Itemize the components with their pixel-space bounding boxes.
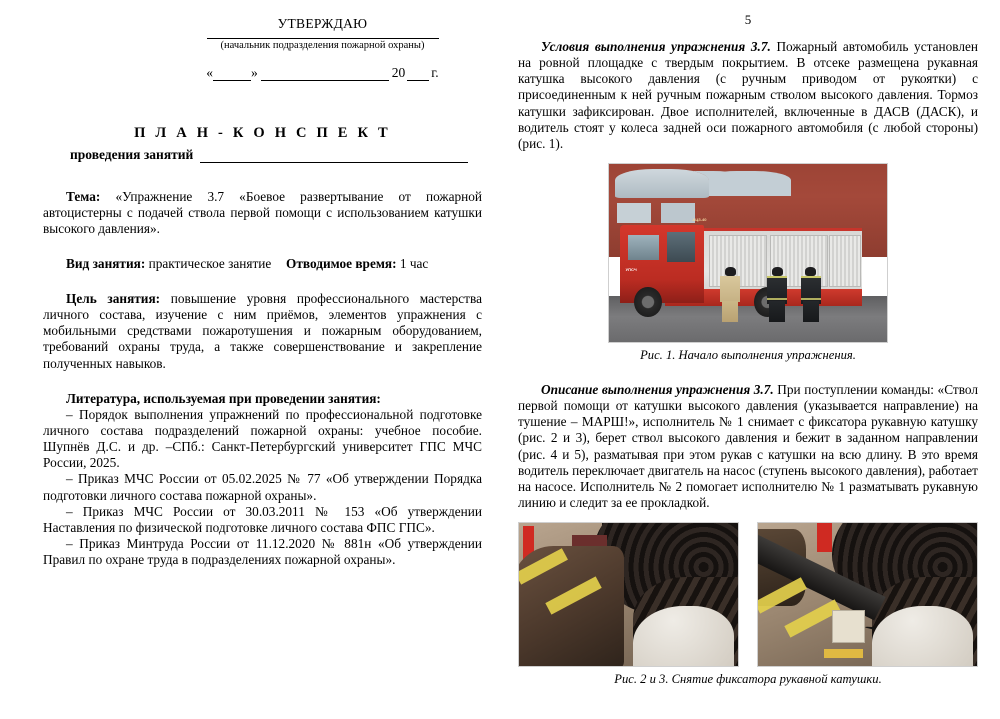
page-subtitle-row bbox=[43, 147, 482, 163]
goal-paragraph bbox=[43, 291, 482, 372]
theme-text: «Упражнение 3.7 «Боевое развертывание от пожарной автоцистерны с подачей ствола первой помощи с использованием катушки высокого давления». bbox=[43, 188, 483, 236]
reel-drum bbox=[633, 606, 734, 667]
description-label: Описание выполнения упражнения 3.7. bbox=[541, 381, 774, 397]
truck-side-window bbox=[667, 232, 695, 262]
lesson-type-value: практическое занятие bbox=[148, 255, 272, 271]
right-page-column bbox=[500, 0, 1000, 719]
figure-1 bbox=[518, 163, 978, 363]
lesson-type-cell bbox=[43, 256, 286, 272]
literature-item: – Порядок выполнения упражнений по профессиональной подготовке личного состава подразделений пожарной охраны: учебное пособие. Шупнёв Д.С. и др. –СПб.: Санкт-Петербургский университет ГПС МЧС России, 2025. bbox=[43, 406, 482, 471]
literature-heading bbox=[43, 391, 482, 407]
literature-item: – Приказ МЧС России от 30.03.2011 № 153 «Об утверждении Наставления по физической подготовке личного состава ФПС ГПС». bbox=[43, 503, 482, 535]
legs bbox=[722, 301, 738, 322]
building-window-arch bbox=[615, 169, 710, 197]
date-day-blank bbox=[213, 67, 251, 81]
description-paragraph bbox=[518, 382, 978, 511]
legs bbox=[769, 301, 785, 322]
reel-latch-box bbox=[832, 610, 865, 643]
goal-text: повышение уровня профессионального мастерства личного состава, изучение с ним приёмов, элементов упражнения с мобильными средствами пожаротушения и пожарным оборудованием, требований охраны труда, а также совершенствование и закрепление полученных навыков. bbox=[43, 290, 482, 371]
truck-windshield bbox=[628, 235, 659, 260]
truck-unit-marking: УПСЧ bbox=[625, 267, 637, 273]
page-subtitle: проведения занятий bbox=[70, 146, 194, 162]
approval-subtitle: (начальник подразделения пожарной охраны) bbox=[220, 40, 425, 51]
reel-drum bbox=[872, 606, 973, 667]
torso bbox=[767, 276, 787, 304]
firefighter-driver bbox=[720, 267, 740, 322]
spacer bbox=[518, 511, 978, 522]
hose-reel-photo-right bbox=[757, 522, 978, 667]
lesson-time-value: 1 час bbox=[399, 255, 429, 271]
date-year-blank bbox=[407, 67, 429, 81]
approval-block bbox=[163, 16, 482, 81]
fire-truck-photo bbox=[608, 163, 888, 343]
truck-front-wheel bbox=[634, 287, 662, 317]
truck-model-marking: АЦЗ-40 bbox=[692, 217, 707, 223]
conditions-paragraph bbox=[518, 39, 978, 152]
page-subtitle-blank bbox=[200, 149, 468, 163]
theme-label: Тема: bbox=[66, 188, 101, 204]
spacer bbox=[43, 372, 482, 391]
spacer bbox=[43, 163, 482, 189]
spacer bbox=[518, 363, 978, 382]
firefighter-two bbox=[801, 267, 821, 322]
conditions-label: Условия выполнения упражнения 3.7. bbox=[541, 39, 771, 54]
warning-label bbox=[824, 649, 863, 658]
approval-date-line bbox=[163, 65, 482, 81]
spacer bbox=[518, 152, 978, 163]
lesson-time-cell bbox=[286, 256, 482, 272]
spacer bbox=[43, 237, 482, 256]
date-year-prefix: 20 bbox=[391, 64, 406, 80]
firefighter-one bbox=[767, 267, 787, 322]
date-year-suffix: г. bbox=[431, 64, 439, 80]
figure-pair-row bbox=[518, 522, 978, 667]
date-quote-close: » bbox=[251, 64, 258, 80]
spacer bbox=[43, 272, 482, 291]
torso bbox=[801, 276, 821, 304]
goal-label: Цель занятия: bbox=[66, 290, 161, 306]
figure-1-caption: Рис. 1. Начало выполнения упражнения. bbox=[640, 347, 856, 362]
torso bbox=[720, 276, 740, 302]
legs bbox=[803, 301, 819, 322]
literature-item: – Приказ Минтруда России от 11.12.2020 № 881н «Об утверждении Правил по охране труда в подразделениях пожарной охраны». bbox=[43, 535, 482, 568]
building-window bbox=[617, 203, 650, 223]
hose-reel-photo-left bbox=[518, 522, 739, 667]
theme-paragraph bbox=[43, 189, 482, 237]
conditions-text: Пожарный автомобиль установлен на ровной площадке с твердым покрытием. В отсеке размещена рукавная катушка высокого давления (с ручным приводом от рукоятки) с присоединенным к ней ручным пожарным стволом высокого давления. Тормоз катушки зафиксирован. Двое исполнителей, включенные в ДАСВ (ДАСК), и водитель стоят у колеса задней оси пожарного автомобиля (с любой стороны) (рис. 1). bbox=[518, 39, 979, 151]
red-equipment-edge bbox=[817, 522, 832, 552]
figure-2-and-3 bbox=[518, 522, 978, 687]
lesson-type-label: Вид занятия: bbox=[66, 255, 146, 271]
literature-item: – Приказ МЧС России от 05.02.2025 № 77 «Об утверждении Порядка подготовки личного состава пожарной охраны». bbox=[43, 471, 482, 503]
truck-roller-shutter bbox=[829, 235, 862, 287]
approval-title: УТВЕРЖДАЮ bbox=[277, 16, 368, 31]
page-title: П Л А Н - К О Н С П Е К Т bbox=[134, 124, 391, 141]
figure-2-and-3-caption: Рис. 2 и 3. Снятие фиксатора рукавной катушки. bbox=[614, 672, 882, 687]
date-quote-open: « bbox=[206, 64, 214, 80]
date-month-blank bbox=[261, 67, 389, 81]
page-number: 5 bbox=[744, 12, 752, 27]
lesson-time-label: Отводимое время: bbox=[286, 255, 397, 271]
approval-signature-rule bbox=[207, 38, 439, 39]
description-text: При поступлении команды: «Ствол первой помощи от катушки высокого давления (указывается направление) на тушение – МАРШ!», исполнитель № 1 снимает с фиксатора рукавную катушку (рис. 2 и 3), берет ствол высокого давления и бежит в заданном направлении (рис. 4 и 5), разматывая при этом рукав с катушки на всю длину. В это время водитель переключает двигатель на насос (ступень высокого давления), работает на насосе. Исполнитель № 2 помогает исполнителю № 1 разматывать рукавную линию и следит за ее прокладкой. bbox=[518, 381, 978, 510]
lesson-meta-row bbox=[43, 256, 482, 272]
literature-heading-text: Литература, используемая при проведении занятия: bbox=[66, 390, 381, 406]
